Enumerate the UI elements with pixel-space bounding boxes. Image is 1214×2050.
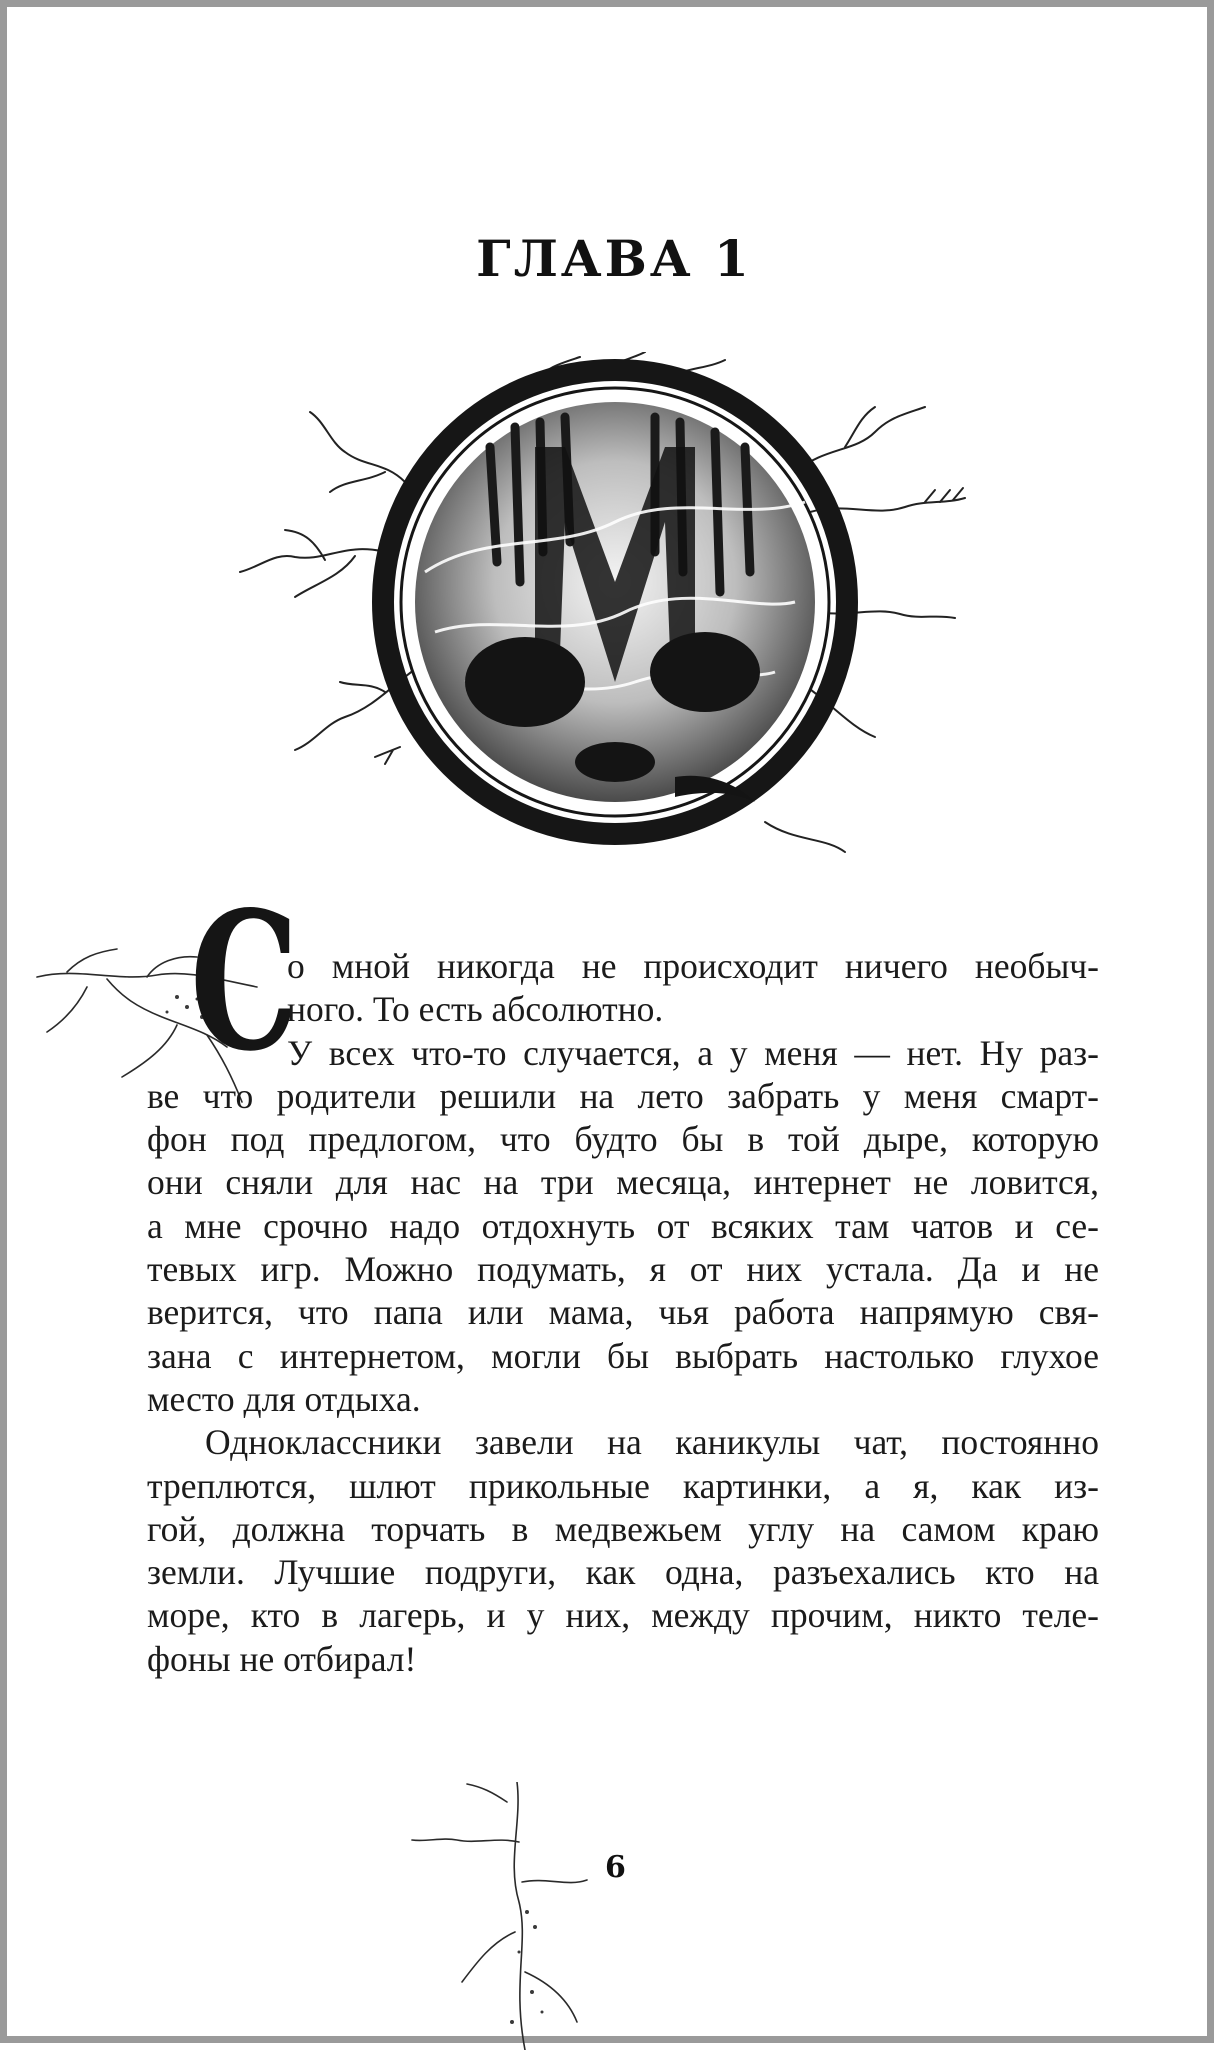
text-line: верится, что папа или мама, чья работа напрямую свя- bbox=[147, 1292, 1099, 1333]
paragraph-1 bbox=[147, 945, 1099, 1032]
text-line: Одноклассники завели на каникулы чат, постоянно bbox=[205, 1422, 1099, 1463]
text-line: тевых игр. Можно подумать, я от них устала. Да и не bbox=[147, 1249, 1099, 1290]
bottom-ornament-illustration bbox=[407, 1782, 657, 2050]
text-line: зана с интернетом, могли бы выбрать настолько глухое bbox=[147, 1335, 1099, 1376]
text-line: У всех что-то случается, а у меня — нет. Ну раз- bbox=[287, 1032, 1099, 1073]
paragraph-2 bbox=[147, 1032, 1099, 1422]
text-line: земли. Лучшие подруги, как одна, разъехались кто на bbox=[147, 1552, 1099, 1593]
text-line: ве что родители решили на лето забрать у меня смарт- bbox=[147, 1075, 1099, 1116]
text-line: фоны не отбирал! bbox=[147, 1638, 417, 1679]
drop-cap-letter: С bbox=[190, 870, 299, 1093]
chapter-vignette-illustration bbox=[235, 352, 987, 862]
text-line: а мне срочно надо отдохнуть от всяких там чатов и се- bbox=[147, 1205, 1099, 1246]
page-number: 6 bbox=[605, 1850, 626, 1885]
text-line: фон под предлогом, что будто бы в той дыре, которую bbox=[147, 1119, 1099, 1160]
text-line: они сняли для нас на три месяца, интернет не ловится, bbox=[147, 1162, 1099, 1203]
text-line: море, кто в лагерь, и у них, между прочим, никто теле- bbox=[147, 1595, 1099, 1636]
text-line: ного. То есть абсолютно. bbox=[287, 989, 664, 1030]
text-line: о мной никогда не происходит ничего необыч- bbox=[287, 946, 1099, 986]
chapter-title: ГЛАВА 1 bbox=[476, 229, 752, 288]
text-line: треплются, шлют прикольные картинки, а я, как из- bbox=[147, 1465, 1099, 1506]
paragraph-3 bbox=[147, 1421, 1099, 1681]
text-line: место для отдыха. bbox=[147, 1378, 421, 1419]
text-line: гой, должна торчать в медвежьем углу на самом краю bbox=[147, 1508, 1099, 1549]
chapter-body-text bbox=[147, 945, 1099, 1681]
